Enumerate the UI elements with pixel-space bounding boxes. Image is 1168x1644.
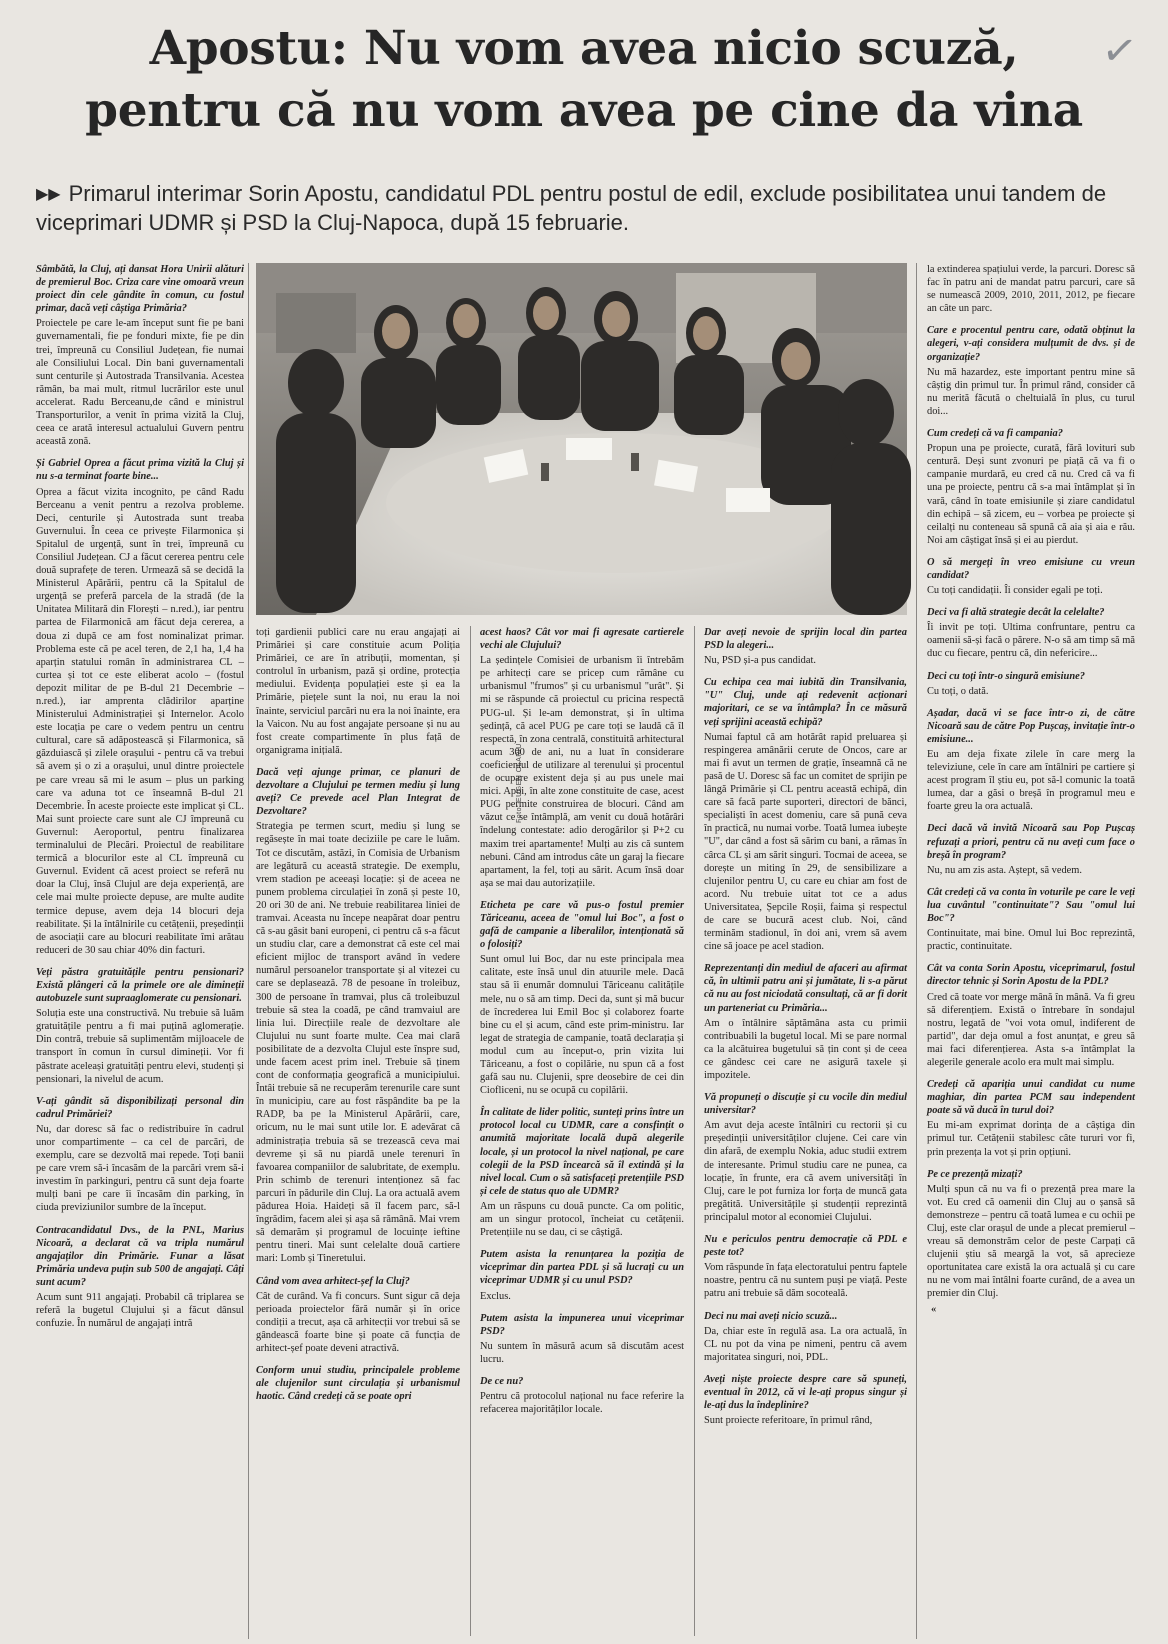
interview-answer: Eu mi-am exprimat dorința de a câștiga din primul tur. Cetățenii stabilesc câte tururi vor fi, prin prezența la vot și prin opțiuni. [927,1120,1135,1158]
interview-answer: Nu mă hazardez, este important pentru mine să câștig din primul tur. În primul rând, consider că nu merită făcută o cheltuială în plus, cu turul doi... [927,366,1135,417]
interview-question: Credeți că apariția unui candidat cu nume maghiar, din partea PCM sau independent poate să vă ducă în turul doi? [927,1079,1135,1117]
column-divider [248,263,249,1639]
interview-answer: Nu, nu am zis asta. Aștept, să vedem. [927,864,1082,876]
interview-question: Dar aveți nevoie de sprijin local din partea PSD la alegeri... [704,627,907,652]
interview-question: Conform unui studiu, principalele probleme ale clujenilor sunt circulația și urbanismul haotic. Când credeți că se poate opri [256,1365,460,1403]
interview-question: Cum credeți că va fi campania? [927,428,1063,440]
interview-answer: Pentru că protocolul național nu face referire la refacerea majorităților locale. [480,1391,684,1416]
article-column-1 [36,263,244,1639]
lead-text: Primarul interimar Sorin Apostu, candidatul PDL pentru postul de edil, exclude posibilitatea unui tandem de viceprimari UDMR și PSD la Cluj-Napoca, după 15 februarie. [36,181,1107,235]
interview-answer: Eu am deja fixate zilele în care merg la televiziune, cele în care am întâlniri pe cartiere și acest program îl știu eu, pot să-l comunic la toată lumea, dar a găsi o breșă în programul meu e foarte greu la ora actuală. [927,749,1135,813]
photo-credit: Foto: EUGEN OLARIU [516,743,523,823]
column-divider [916,263,917,1639]
interview-answer: toți gardienii publici care nu erau angajați ai Primăriei și care constituie acum Poliția Primăriei, ce are în atribuții, momentan, și controlul în urbanism, pază și ordine, protecția mediului. Evidența populației este și ea la Primărie, piețele sunt la noi, nu erau la noi înainte, serviciul parcări nu era la noi înainte, era la Vaicon. Nu au fost angajate persoane și nu au fost create compartimente în plus față de organigrama inițială. [256,627,460,756]
interview-question: acest haos? Cât vor mai fi agresate cartierele vechi ale Clujului? [480,627,684,652]
interview-answer: Exclus. [480,1290,511,1302]
column-divider [470,626,471,1636]
interview-question: Putem asista la impunerea unui viceprimar PSD? [480,1312,684,1337]
interview-answer: Sunt omul lui Boc, dar nu este principala mea calitate, este însă unul din atuurile mele. Dacă stau să îi enumăr domnului Tăriceanu calitățile mele, nu o să am timp. Deci da, sunt și mă bucur de încrederea lui Emil Boc și colaborez foarte bine cu el și acum, când este prim-ministru. Iar legat de strategia de campanie, toată declarația și modul cum au început-o, prin vizita lui Tăriceanu, a fost o copilărie, nu spun că a fost gafă sau nu. Clujenii, spre deosebire de cei din Ciofliceni, nu se ocupă cu copilării. [480,954,684,1097]
handwritten-checkmark-icon: ✓ [1098,23,1141,78]
article-column-5 [927,263,1135,1639]
article-column-3 [480,626,684,1636]
interview-question: Dacă veți ajunge primar, ce planuri de dezvoltare a Clujului pe termen mediu și lung aveți? Ce prevede acel Plan Integrat de Dezvoltare? [256,766,460,818]
headline-line-2: pentru că nu vom avea pe cine da vina [85,83,1083,138]
interview-question: Și Gabriel Oprea a făcut prima vizită la Cluj și nu s-a terminat foarte bine... [36,458,244,483]
interview-question: V-ați gândit să disponibilizați personal din cadrul Primăriei? [36,1095,244,1120]
interview-answer: Îi invit pe toți. Ultima confruntare, pentru ca oamenii să-și facă o părere. N-o să am timp să mă duc cu fiecare, pentru că, din nefericire... [927,622,1135,660]
interview-question: Reprezentanți din mediul de afaceri au afirmat că, în ultimii patru ani și jumătate, li s-a părut că nu au fost niciodată consultați, că ar fi dorit un parteneriat cu Primăria... [704,963,907,1014]
interview-answer: Nu suntem în măsură acum să discutăm acest lucru. [480,1340,684,1365]
interview-answer: Sunt proiecte referitoare, în primul rând, [704,1415,873,1427]
interview-question: Cât credeți că va conta în voturile pe care le veți lua cuvântul "continuitate"? Sau "omul lui Boc"? [927,886,1135,925]
interview-answer: Cu toți candidații. Îi consider egali pe toți. [927,585,1103,597]
interview-answer: Da, chiar este în regulă asa. La ora actuală, în CL nu pot da vina pe nimeni, pentru că avem majoritatea singuri, noi, PDL. [704,1325,907,1363]
interview-question: În calitate de lider politic, sunteți prins între un protocol local cu UDMR, care a consfințit o anumită majoritate locală după alegerile locale, și un protocol la nivel național, pe care colegii de la PSD încearcă să îl extindă și la nivel local. Cum o să satisfaceți pretențiile PSD și cele de status quo ale UDMR? [480,1107,684,1197]
interview-answer: Am un răspuns cu două puncte. Ca om politic, am un singur protocol, încheiat cu cetățenii. Pretențiile nu se dau, ci se câștigă. [480,1200,684,1239]
headline [28,18,1140,142]
interview-answer: Cu toți, o dată. [927,685,989,697]
interview-question: Sâmbătă, la Cluj, ați dansat Hora Unirii alături de premierul Boc. Criza care vine omoară vreun proiect din cele gândite în comun, cu fostul primar, dacă veți câștiga Primăria? [36,264,244,315]
interview-answer: Continuitate, mai bine. Omul lui Boc reprezintă, practic, continuitate. [927,928,1135,953]
interview-answer: Cât de curând. Va fi concurs. Sunt sigur că deja perioada proiectelor fără număr și în orice condiții a trecut, așa că arhitecții vor trebui să se gândească foarte bine și poate că funcția de arhitect-șef poate deveni atractivă. [256,1290,460,1354]
interview-answer: Nu, dar doresc să fac o redistribuire în cadrul unor compartimente – ca cel de parcări, de exemplu, care se dezvoltă mai repede. Toți banii pe care vrem să-i încasăm de la parcări vrem să-i investim în parkinguri, pentru că sunt deja foarte mulți bani pe care îi încasăm din parking, în ciuda previziunilor sumbre de la început. [36,1123,244,1214]
interview-question: Care e procentul pentru care, odată obținut la alegeri, v-ați considera mulțumit de dvs. și de organizație? [927,325,1135,363]
interview-answer: Am avut deja aceste întâlniri cu rectorii și cu președinții universităților clujene. Cei care vin din afară, de exemplu Nokia, aduc studii extrem de interesante. Primul studiu care ne punea, ca locație, în frunte, era că avem universități în Cluj, care le pot furniza lor forța de muncă gata pregătită. Universitățile și studenții reprezintă principalul motor al economiei Clujului. [704,1120,907,1223]
interview-answer: la extinderea spațiului verde, la parcuri. Doresc să fac în patru ani de mandat patru parcuri, care să se numească 2009, 2010, 2011, 2012, pe fiecare an câte un parc. [927,264,1136,315]
meeting-photo-illustration [256,263,907,615]
interview-question: Nu e periculos pentru democrație că PDL e peste tot? [704,1234,907,1259]
interview-answer: Cred că toate vor merge mână în mână. Va fi greu să diferențiem. Există o întrebare în sondajul nostru, legată de "voi vota omul, indiferent de partid", dar deja omul a fost anunțat, e greu să mai faci diferențierea. Asta s-a întâmplat la alegerile generale acolo era mult mai simplu. [927,991,1135,1068]
double-arrow-icon: ▶▶ [36,184,61,203]
interview-answer: Oprea a făcut vizita incognito, pe când Radu Berceanu a venit pentru a rezolva probleme. Deci, centurile și Autostrada sunt treaba Guvernului. În ceea ce privește Filarmonica și Spitalul de urgență, sunt în trei, împreună cu Consiliul Județean. CJ a făcut cererea pentru cele două suprafețe de teren. Urmează să se decidă la Ministerul Apărării, pentru că la Spitalul de urgență se preferă parcela de la stradă (de la Unitatea Militară din Florești – n.red.), iar pentru partea de Filarmonică am făcut deja cererea, a doua zi după ce am fost nominalizat primar. Problema este că pe acel teren, de 2,1 ha, 1,4 ha aparțin statului român în administrarea CL – curtea și tot ce este eliberat acolo – (fostul depozit militar de pe B-dul 21 Decembrie – n.red.), iar amprenta clădirilor aparține Ministerului Administrației și Internelor. Acolo este locația pe care o vedem pentru un centru cultural, care să adăpostească și Filarmonica, să găzduiască și zilele orașului - pentru că va trebui să avem și o zi a orașului, unul dintre proiectele pe care vreau să mi le asum – plus un parking care va aduna tot ce înseamnă B-dul 21 Decembrie. În aceste proiecte este implicat și CL. Mai sunt proiecte care sunt ale CJ împreună cu Guvernul: Aeroportul, pentru finalizarea terminalului de Plecări. Proiectul de reabilitare termică a blocurilor este al CL împreună cu Guvernul. Evident că acest proiect se referă nu doar la Cluj, însă Clujul are deja experiență, are cele mai multe proiecte depuse, are multe audite termice depuse, avem deja 14 blocuri deja reabilitate. Și la întâlnirile cu cetățenii, președinții de asociații care au blocuri reabilitate îmi arătau reduceri de 30 sau chiar 40% din facturi. [36,486,244,956]
interview-question: O să mergeți în vreo emisiune cu vreun candidat? [927,556,1135,581]
interview-question: De ce nu? [480,1375,524,1387]
interview-answer: Soluția este una constructivă. Nu trebuie să luăm gratuitățile pentru a fi mai puțină aglomerație. Din contră, trebuie să suplimentăm mijloacele de transport în comun în cursul dimineții. Vor fi păstrate aceleași gratuități pentru elevi, studenți și pensionari, la nivelul de acum. [36,1008,244,1085]
interview-question: Vă propuneți o discuție și cu vocile din mediul universitar? [704,1092,907,1117]
article-column-2 [256,626,460,1636]
interview-question: Contracandidatul Dvs., de la PNL, Marius Nicoară, a declarat că va tripla numărul angajaților din Primărie. Funar a lăsat Primăria undeva puțin sub 500 de angajați. Câți sunt acum? [36,1224,244,1288]
interview-question: Putem asista la renunțarea la poziția de viceprimar din partea PDL și să lucrați cu un viceprimar UDMR și cu unul PSD? [480,1249,684,1287]
interview-question: Pe ce prezență mizați? [927,1168,1023,1180]
interview-answer: La ședințele Comisiei de urbanism îi întrebăm pe arhitecți care se pricep cum rămâne cu urbanismul "frumos" și cu urbanismul "urât". Și mi se răspunde că proiectul cu pricina respectă PUG-ul. Și le-am demonstrat, și în ultima ședință, că acel PUG pe care toți se laudă că îl respectă, în zona centrală, constituită arhitectural acum 300 de ani, nu a luat în considerare coeficientul de utilizare al terenului și procentul de ocupare existent deja și au pus unele mai mici. Apoi, în alte zone constituite de case, acest PUG permite construirea de blocuri. Când am văzut ce se întâmplă, am venit cu două hotărâri îndelung contestate: adio derogărilor și P+2 cu maxim trei apartamente! Mulți au zis că suntem nebuni. Când am introdus câte un garaj la fiecare apartament, la fel, toți au sărit. Acum însă doar așa se mai dau autorizațiile. [480,655,684,889]
interview-question: Când vom avea arhitect-șef la Cluj? [256,1275,410,1287]
interview-answer: Strategia pe termen scurt, mediu și lung se regăsește în mai toate deciziile pe care le luăm. Tot ce discutăm, astăzi, în Comisia de Urbanism are legătură cu această strategie. De exemplu, vrem stadion pe aceeași locație: și de aceea ne punem problema circulației în zonă și peste 10, 20 ori 30 de ani. Ne trebuie reabilitarea liniei de tramvai. Aceasta nu începe neapărat doar pentru că s-au găsit bani europeni, ci pentru că s-a făcut un studiu clar, care a demonstrat că este cel mai eficient mijloc de transport având în vedere numărul persoanelor transportate și al vitezei cu care se deplasează. 78 de pesoane în troleibuz, 300 de persoane în tramvai, plus că troleibuzul trebuie să stea la coadă, pe când tramvaiul are linia lui. Direcțiile reale de dezvoltare ale Clujului nu sunt foarte multe. Cea mai clară posibilitate de a dezvolta Clujul este înspre sud, unde facem acest prim inel. Trebuie să ținem cont de conformația geografică a municipiului. Întâi trebuie să ne recuperăm terenurile care sunt în municipiu, care au fost răspândite ba pe la RADP, ba pe la Ministerul Apărării, care, oricum, nu le mai sunt utile lor. E adevărat că administrația trebuia să se trezească ceva mai devreme și să nu piardă unele terenuri în favoarea companiilor de salubritate, de exemplu. Prin schimb de terenuri intenționez să fac parcuri în pădurile din Cluj. La ora actuală avem pădurea Hoia. Haideți să îl facem parc, să-l îngrădim, facem alei și așa să rămână. Mai vrem să demarăm și programul de locuințe ieftine pentru tineri. Mai sunt celelalte două cartiere mari: Lomb și Tineretului. [256,821,460,1265]
interview-question: Aveți niște proiecte despre care să spuneți, eventual în 2012, că vi le-ați propus singur și le-ați dus la îndeplinire? [704,1373,907,1412]
interview-answer: Am o întâlnire săptămâna asta cu primii contribuabili la bugetul local. Mi se pare normal ca la alcătuirea bugetului să țin cont și de ceea ce gândesc cei care ne asigură taxele și impozitele. [704,1017,907,1081]
article-column-4 [704,626,907,1636]
interview-question: Așadar, dacă vi se face într-o zi, de către Nicoară sau de către Pop Pușcaș, invitație într-o emisiune... [927,707,1135,745]
column-divider [694,626,695,1636]
interview-question: Deci dacă vă invită Nicoară sau Pop Pușcaș refuzați a priori, pentru că nu aveți cum face o breșă în program? [927,823,1135,861]
interview-answer: Vom răspunde în fața electoratului pentru faptele noastre, pentru că nu suntem puși pe viață. Peste patru ani trebuie să dăm socoteală. [704,1262,907,1300]
interview-question: Veți păstra gratuitățile pentru pensionari? Există plângeri că la primele ore ale dimineții autobuzele sunt supraaglomerate cu pensionari. [36,966,244,1005]
headline-line-1: Apostu: Nu vom avea nicio scuză, [149,21,1019,76]
interview-question: Deci cu toți într-o singură emisiune? [927,670,1085,682]
interview-question: Eticheta pe care vă pus-o fostul premier Tăriceanu, aceea de "omul lui Boc", a fost o gafă de campanie a liberalilor, intenționată să o folosiți? [480,899,684,951]
interview-answer: Nu, PSD și-a pus candidat. [704,655,816,667]
interview-question: Deci nu mai aveți nicio scuză... [704,1310,838,1322]
interview-question: Deci va fi altă strategie decât la celelalte? [927,607,1105,619]
end-of-article-mark: « [931,1303,937,1315]
interview-answer: Acum sunt 911 angajați. Probabil că triplarea se referă la bugetul Clujului și a făcut dânsul confuzie. În numărul de angajați intră [36,1292,244,1330]
interview-question: Cu echipa cea mai iubită din Transilvania, "U" Cluj, unde ați redevenit acționari majoritari, ce se va întâmpla? În ce măsură veți sprijini această echipă? [704,677,907,728]
interview-question: Cât va conta Sorin Apostu, viceprimarul, fostul director tehnic și Sorin Apostu de la PDL? [927,963,1135,988]
interview-answer: Numai faptul că am hotărât rapid preluarea și respingerea amânării cerute de Oncos, care ar mai fi avut un termen de grație, înseamnă că ne pasă de U. Doresc să fac un comitet de sprijin pe lângă Primărie și CL pentru această echipă, din care să facă parte suporteri, directori de bănci, specialiști în acest domeniu, care să pună ceva în practică, nu numai vorbe. Toată lumea iubește "U", dar când a fost să sărim cu bani, a rămas în cârca CL și am sărit singuri. Tocmai de aceea, se dorește un miting în 29, de sensibilizare a clujenilor pentru U, cu care eu chiar am fost de acord. Nu trebuie uitat tot ce a adus Universitatea, Șepcile Roșii, faima și respectul de care se bucură acest club. Noi, când terminăm stadionul, în doi ani, vrem să avem cine să joace pe acel stadion. [704,731,907,953]
interview-answer: Proiectele pe care le-am început sunt fie pe bani guvernamentali, fie pe fonduri mixte, fie pe din trei, împreună cu Consiliul Județean, fie numai ale Consiliului Local. Din bani guvernamentali sunt centurile și Autostrada Transilvania. Acestea rămân, ba mai mult, ritmul lucrărilor este unul accelerat. Radu Berceanu,de când e ministrul Transporturilor, a venit în prima vizită la Cluj, ceea ce arată interesul actualului Guvern pentru această zonă. [36,318,244,448]
interview-answer: Mulți spun că nu va fi o prezență prea mare la vot. Eu cred că oamenii din Cluj au o șansă să demonstreze – pentru că toată lumea e cu ochii pe Cluj, este clar orașul de unde a plecat premierul – vreau să demonstrăm celor de peste Carpați că clujenii știu să meargă la vot, să aprecieze oportunitatea care există la ora actuală și cu care nu ne vom mai întâlni foarte curând, de a avea un premier din Cluj. [927,1183,1135,1300]
interview-answer: Propun una pe proiecte, curată, fără lovituri sub centură. Deși sunt zvonuri pe piață că va fi o campanie murdară, eu cred că nu. Cred că va fi una pe proiecte, pentru că s-a mai întâmplat și în vară, când în toate emisiunile și ziare candidatul din echipă – să zicem, eu – vorbea pe proiecte și ceilalți nu conteneau să spună că aia și aia e rău. Noi am câștigat însă și ei au pierdut. [927,443,1135,546]
lead-paragraph [36,179,1136,237]
